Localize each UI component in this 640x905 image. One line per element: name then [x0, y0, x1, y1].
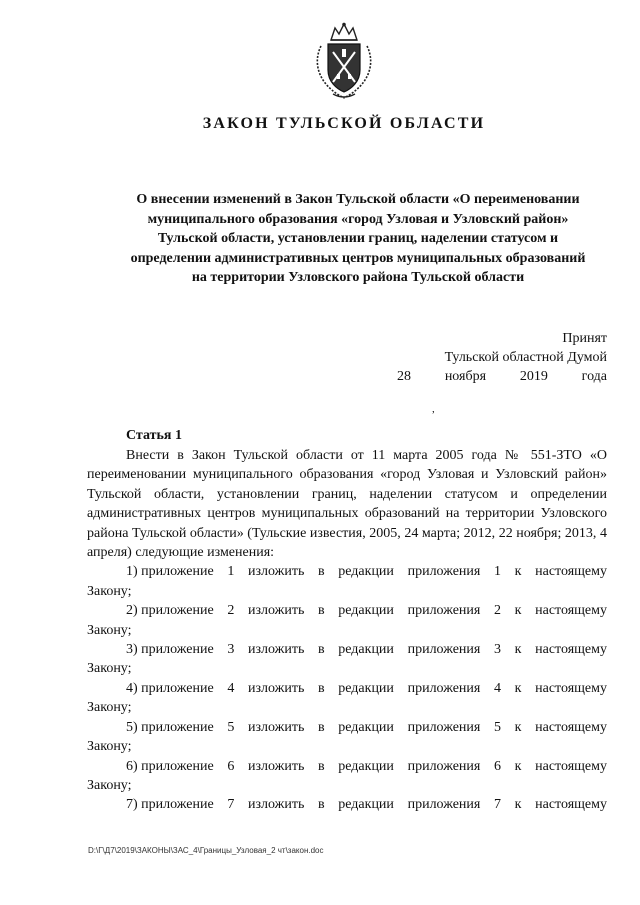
item-number: 5): [126, 719, 138, 735]
law-title: ЗАКОН ТУЛЬСКОЙ ОБЛАСТИ: [202, 115, 486, 132]
item-tail: Закону;: [87, 622, 132, 638]
file-path-footer: D:\Г\Д7\2019\ЗАКОНЫ\ЗАС_4\Границы_Узловая_2 чт\закон.doc: [88, 846, 324, 855]
item-text: приложение 5 изложить в редакции приложения 5 к настоящему: [141, 719, 607, 735]
subject-line: на территории Узловского района Тульской области: [191, 270, 525, 285]
item-text: приложение 4 изложить в редакции приложения 4 к настоящему: [141, 680, 607, 696]
adopted-by: Тульской областной Думой: [444, 350, 607, 365]
subject-line: О внесении изменений в Закон Тульской области «О переименовании: [136, 192, 580, 207]
list-item: [87, 562, 607, 601]
item-text: приложение 2 изложить в редакции приложения 2 к настоящему: [141, 603, 607, 619]
article-heading: Статья 1: [126, 428, 182, 443]
item-number: 3): [126, 642, 138, 658]
stray-mark: ,: [432, 403, 435, 415]
item-tail: Закону;: [87, 777, 132, 793]
adoption-year-word: года: [581, 369, 607, 384]
item-text: приложение 6 изложить в редакции приложения 6 к настоящему: [141, 758, 607, 774]
adoption-year: 2019: [519, 369, 548, 384]
item-tail: Закону;: [87, 739, 132, 755]
list-item: [87, 757, 607, 796]
item-tail: Закону;: [87, 700, 132, 716]
item-number: 2): [126, 603, 138, 619]
item-text: приложение 3 изложить в редакции приложения 3 к настоящему: [141, 642, 607, 658]
adopted-label: Принят: [562, 331, 607, 346]
item-number: 4): [126, 680, 138, 696]
list-item: [87, 679, 607, 718]
item-text: приложение 1 изложить в редакции приложения 1 к настоящему: [141, 564, 607, 580]
item-number: 7): [126, 797, 138, 813]
item-number: 6): [126, 758, 138, 774]
law-subject: [96, 190, 620, 288]
article-body: [87, 446, 607, 815]
list-item: [87, 795, 607, 814]
article-intro: Внести в Закон Тульской области от 11 марта 2005 года № 551-ЗТО «О переименовании муниципального образования «город Узловая и Узловский район» Тульской области, установлении границ, наделении статусом и определении административных центров муниципальных образований на территории Узловского района Тульской области» (Тульские известия, 2005, 24 марта; 2012, 22 ноября; 2013, 4 апреля) следующие изменения:: [87, 448, 607, 561]
item-number: 1): [126, 564, 138, 580]
coat-of-arms-icon: [311, 22, 377, 102]
subject-line: определении административных центров муниципальных образований: [130, 250, 586, 266]
adoption-day: 28: [397, 369, 411, 384]
subject-line: муниципального образования «город Узловая и Узловский район»: [147, 211, 569, 227]
adoption-month: ноября: [444, 369, 487, 384]
adoption-block: [397, 329, 607, 386]
list-item: [87, 640, 607, 679]
subject-line: Тульской области, установлении границ, наделении статусом и: [157, 231, 559, 246]
item-tail: Закону;: [87, 583, 132, 599]
list-item: [87, 601, 607, 640]
item-text: приложение 7 изложить в редакции приложения 7 к настоящему: [141, 797, 607, 813]
adoption-date: [397, 367, 607, 386]
item-tail: Закону;: [87, 661, 132, 677]
list-item: [87, 718, 607, 757]
